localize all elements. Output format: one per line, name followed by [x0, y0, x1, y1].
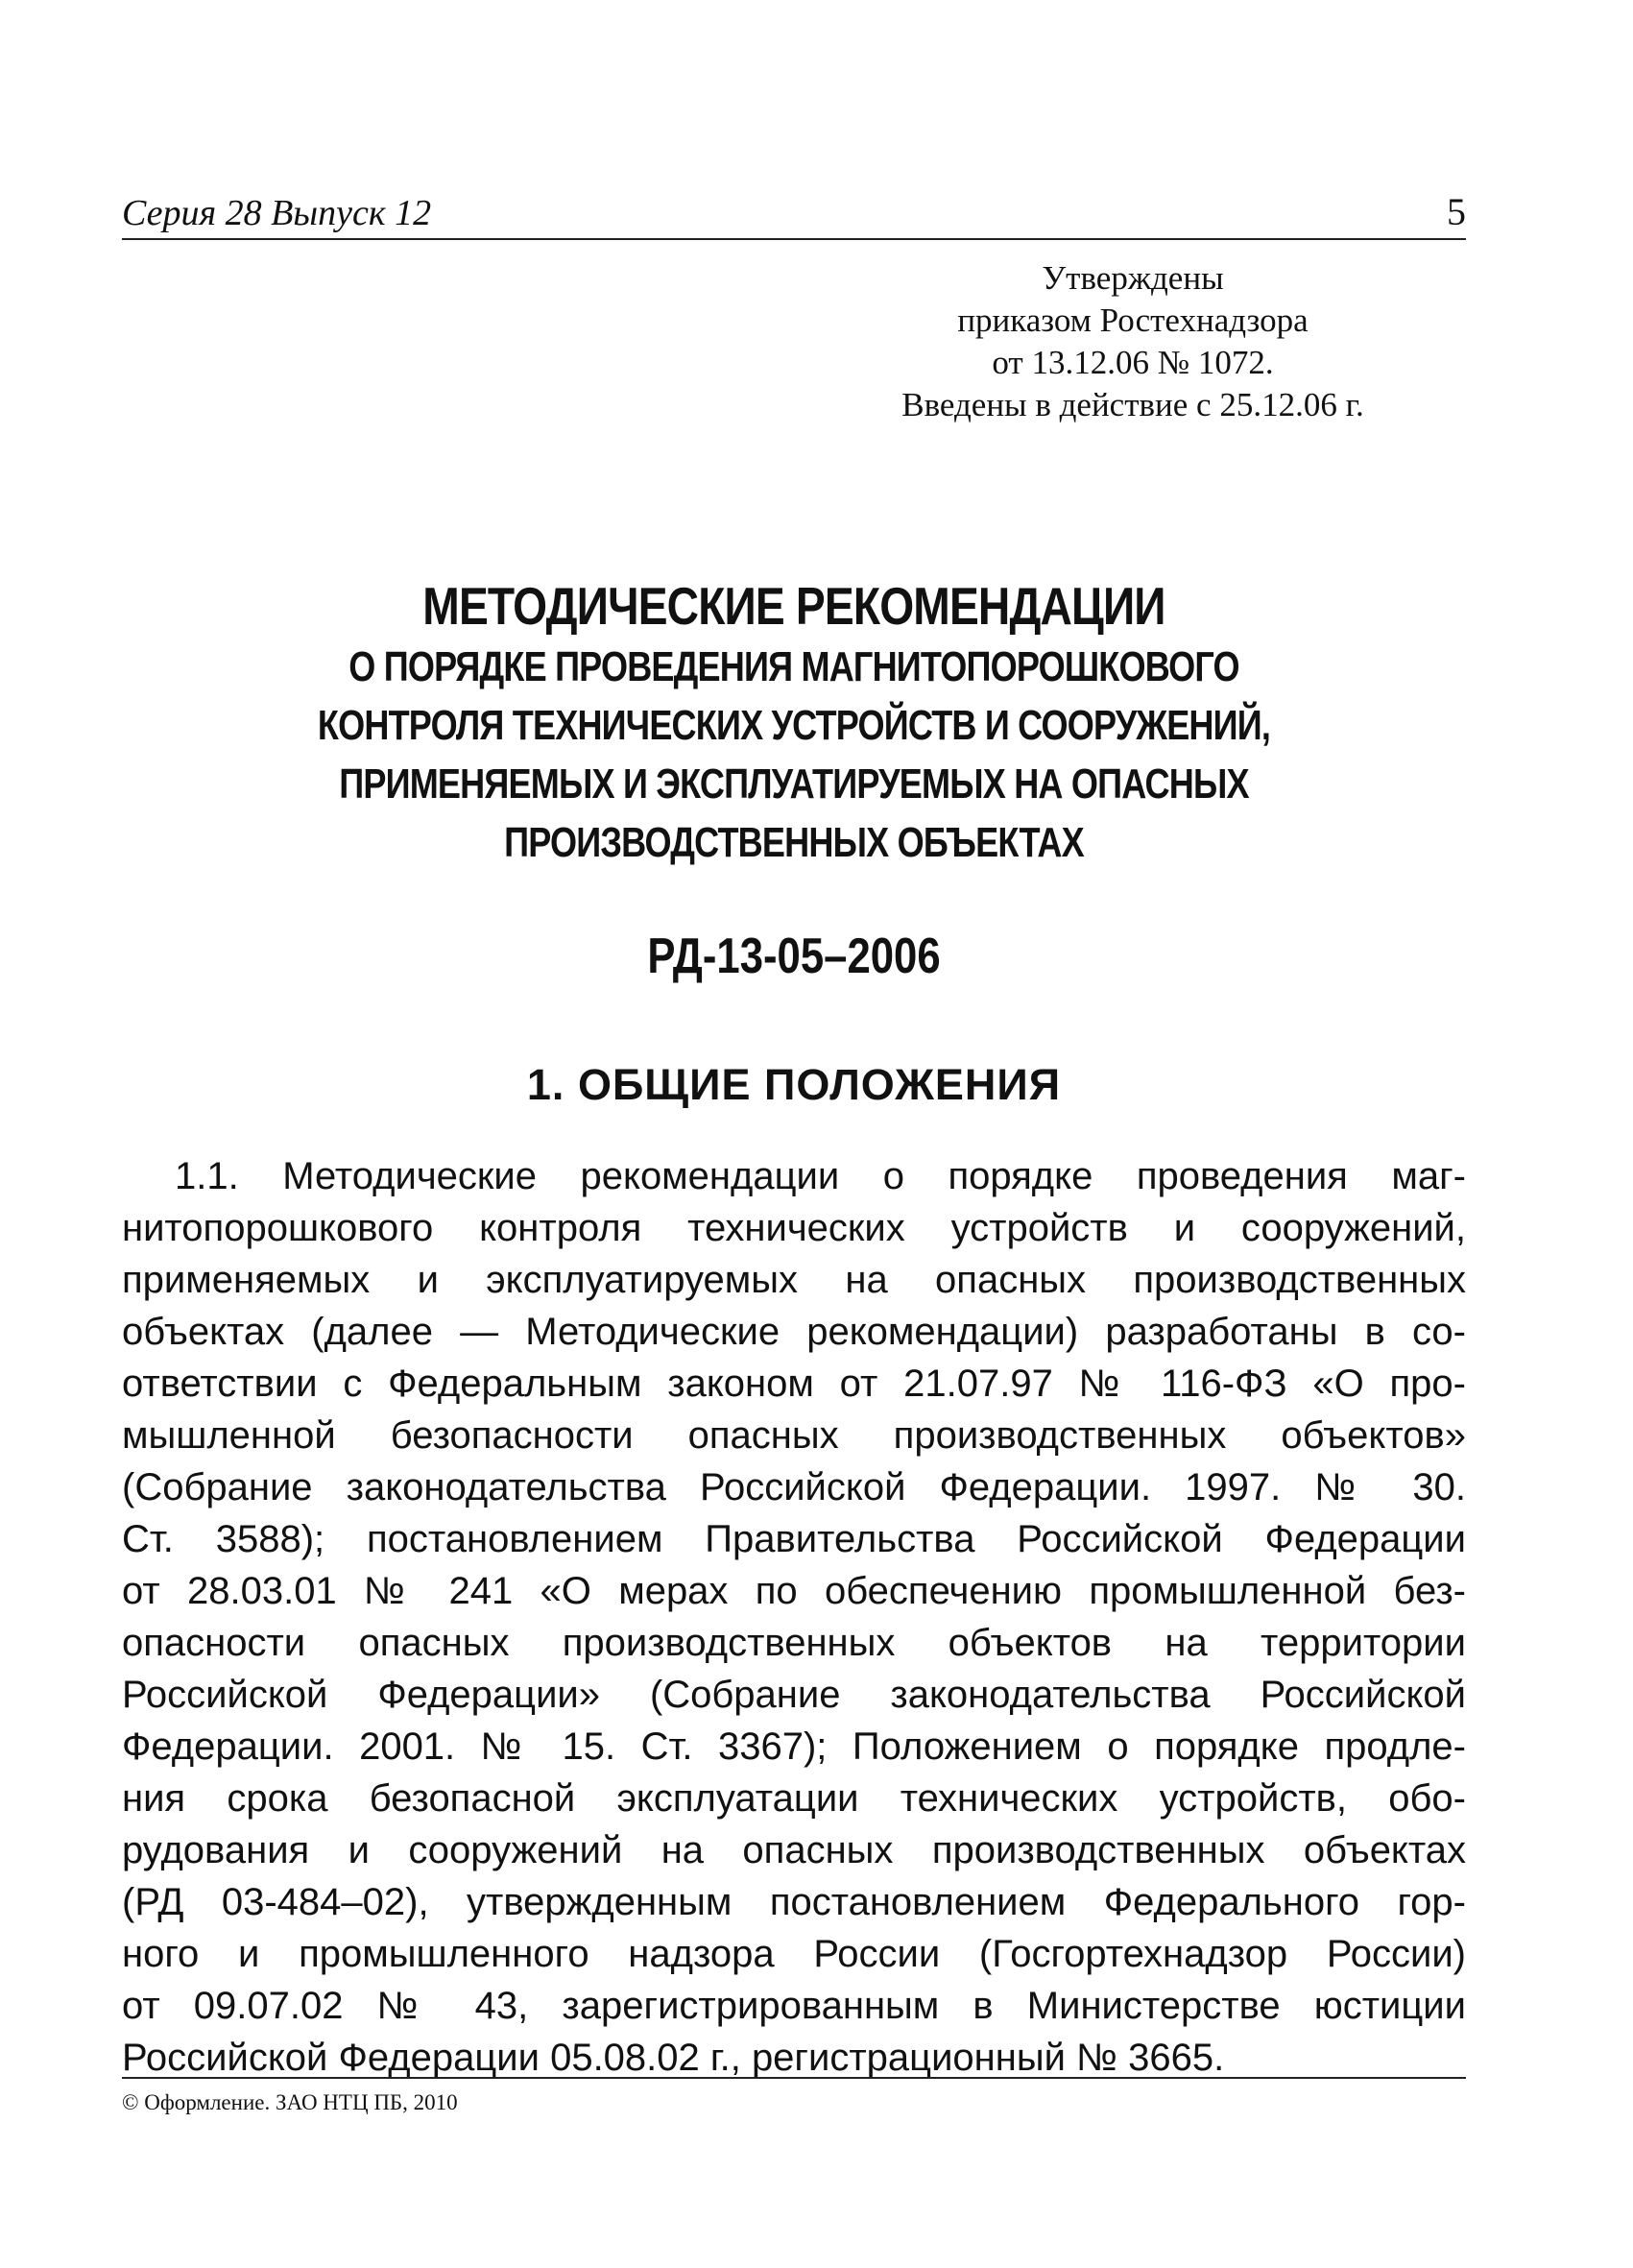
- body-line: ния срока безопасной эксплуатации технических устройств, обо-: [122, 1777, 1466, 1820]
- document-title: [122, 574, 1466, 872]
- running-header: [122, 188, 1466, 240]
- body-line: Российской Федерации 05.08.02 г., регистрационный № 3665.: [122, 2037, 1225, 2079]
- document-code: РД-13-05–2006: [647, 929, 941, 984]
- body-line: от 09.07.02 № 43, зарегистрированным в Министерстве юстиции: [122, 1985, 1466, 2027]
- body-line: Ст. 3588); постановлением Правительства Российской Федерации: [122, 1518, 1466, 1560]
- title-sub-line: ПРИМЕНЯЕМЫХ И ЭКСПЛУАТИРУЕМЫХ НА ОПАСНЫХ: [339, 760, 1249, 808]
- approval-line: от 13.12.06 № 1072.: [992, 344, 1274, 381]
- body-line: 1.1. Методические рекомендации о порядке проведения маг-: [175, 1155, 1466, 1197]
- body-line: Федерации. 2001. № 15. Ст. 3367); Положением о порядке продле-: [122, 1725, 1466, 1768]
- body-line: (РД 03-484–02), утвержденным постановлением Федерального гор-: [122, 1881, 1466, 1923]
- page-footer: [122, 2077, 1466, 2115]
- body-line: применяемых и эксплуатируемых на опасных производственных: [122, 1259, 1466, 1301]
- copyright-notice: © Оформление. ЗАО НТЦ ПБ, 2010: [122, 2090, 458, 2114]
- body-line: мышленной безопасности опасных производственных объектов»: [122, 1414, 1466, 1457]
- body-line: ответствии с Федеральным законом от 21.07.97 № 116-ФЗ «О про-: [122, 1363, 1466, 1405]
- approval-line: Введены в действие с 25.12.06 г.: [901, 386, 1364, 423]
- title-sub-line: КОНТРОЛЯ ТЕХНИЧЕСКИХ УСТРОЙСТВ И СООРУЖЕНИЙ,: [317, 702, 1271, 749]
- body-line: ного и промышленного надзора России (Госгортехнадзор России): [122, 1933, 1466, 1975]
- section-heading: 1. ОБЩИЕ ПОЛОЖЕНИЯ: [526, 1060, 1062, 1109]
- section-body: [122, 1150, 1466, 2084]
- body-line: объектах (далее — Методические рекомендации) разработаны в со-: [122, 1311, 1466, 1353]
- body-line: Российской Федерации» (Собрание законодательства Российской: [122, 1674, 1466, 1716]
- body-line: рудования и сооружений на опасных производственных объектах: [122, 1829, 1466, 1871]
- approval-block: [826, 257, 1440, 426]
- title-sub-line: ПРОИЗВОДСТВЕННЫХ ОБЪЕКТАХ: [504, 819, 1084, 866]
- body-line: опасности опасных производственных объектов на территории: [122, 1622, 1466, 1664]
- body-line: нитопорошкового контроля технических устройств и сооружений,: [122, 1207, 1466, 1249]
- body-line: от 28.03.01 № 241 «О мерах по обеспечению промышленной без-: [122, 1570, 1466, 1612]
- series-label: Серия 28 Выпуск 12: [122, 193, 432, 233]
- title-main: МЕТОДИЧЕСКИЕ РЕКОМЕНДАЦИИ: [422, 576, 1165, 636]
- body-line: (Собрание законодательства Российской Федерации. 1997. № 30.: [122, 1466, 1466, 1508]
- approval-line: приказом Ростехнадзора: [957, 302, 1309, 339]
- title-sub-line: О ПОРЯДКЕ ПРОВЕДЕНИЯ МАГНИТОПОРОШКОВОГО: [348, 643, 1239, 690]
- approval-line: Утверждены: [1042, 259, 1224, 297]
- page-number: 5: [1447, 190, 1466, 233]
